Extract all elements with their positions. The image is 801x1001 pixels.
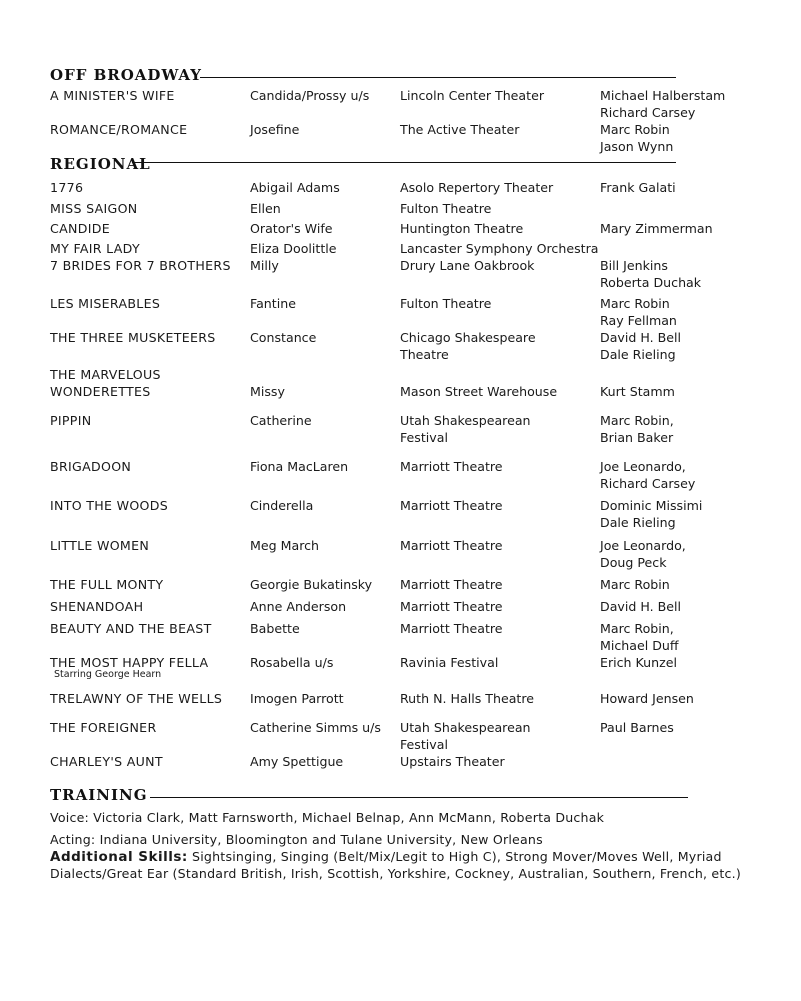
credit-show: LITTLE WOMEN (50, 538, 150, 553)
credit-director: Frank Galati (600, 180, 676, 195)
credit-show: MISS SAIGON (50, 201, 138, 216)
credit-theater: Asolo Repertory Theater (400, 180, 554, 195)
credit-theater: Lancaster Symphony Orchestra (400, 241, 599, 256)
credit-director: David H. Bell (600, 599, 682, 614)
credit-theater: Theatre (400, 347, 449, 362)
credit-theater: Marriott Theatre (400, 498, 503, 513)
credit-show: TRELAWNY OF THE WELLS (50, 691, 223, 706)
credit-role: Meg March (250, 538, 320, 553)
credit-show: A MINISTER'S WIFE (50, 88, 175, 103)
credit-director: Paul Barnes (600, 720, 674, 735)
training-skills-cont: Dialects/Great Ear (Standard British, Irish, Scottish, Yorkshire, Cockney, Australian, Southern, French, etc.) (50, 866, 741, 881)
credit-show: CANDIDE (50, 221, 110, 236)
credit-role: Abigail Adams (250, 180, 340, 195)
credit-director: Doug Peck (600, 555, 667, 570)
credit-director: Ray Fellman (600, 313, 677, 328)
credit-role: Eliza Doolittle (250, 241, 337, 256)
credit-role: Constance (250, 330, 317, 345)
credit-theater: Fulton Theatre (400, 201, 492, 216)
credit-director: Marc Robin (600, 577, 670, 592)
credit-role: Rosabella u/s (250, 655, 334, 670)
training-acting: Acting: Indiana University, Bloomington and Tulane University, New Orleans (50, 832, 543, 847)
credit-role: Imogen Parrott (250, 691, 344, 706)
training-skills (50, 849, 722, 865)
credit-show: THE MOST HAPPY FELLA (50, 655, 209, 670)
credit-show: 7 BRIDES FOR 7 BROTHERS (50, 258, 231, 273)
credit-theater: Chicago Shakespeare (400, 330, 536, 345)
credit-theater: Utah Shakespearean (400, 413, 531, 428)
credit-director: Marc Robin, (600, 413, 674, 428)
credit-theater: Drury Lane Oakbrook (400, 258, 535, 273)
section-rule (150, 797, 688, 798)
credit-theater: Marriott Theatre (400, 599, 503, 614)
credit-theater: Marriott Theatre (400, 577, 503, 592)
credit-role: Candida/Prossy u/s (250, 88, 370, 103)
credit-show: BEAUTY AND THE BEAST (50, 621, 212, 636)
section-rule (200, 77, 676, 78)
credit-role: Missy (250, 384, 285, 399)
credit-director: Jason Wynn (600, 139, 674, 154)
credit-show: CHARLEY'S AUNT (50, 754, 163, 769)
credit-role: Georgie Bukatinsky (250, 577, 373, 592)
credit-show: WONDERETTES (50, 384, 151, 399)
section-header-training: TRAINING (50, 786, 148, 804)
credit-show: ROMANCE/ROMANCE (50, 122, 188, 137)
credit-role: Catherine (250, 413, 312, 428)
credit-director: Marc Robin (600, 296, 670, 311)
credit-role: Catherine Simms u/s (250, 720, 381, 735)
training-voice: Voice: Victoria Clark, Matt Farnsworth, Michael Belnap, Ann McMann, Roberta Duchak (50, 810, 605, 825)
credit-theater: Ruth N. Halls Theatre (400, 691, 534, 706)
credit-director: Richard Carsey (600, 476, 696, 491)
credit-role: Fiona MacLaren (250, 459, 349, 474)
credit-director: Kurt Stamm (600, 384, 675, 399)
credit-show: THE FULL MONTY (50, 577, 164, 592)
credit-director: Marc Robin, (600, 621, 674, 636)
credit-director: Joe Leonardo, (600, 459, 686, 474)
section-header-regional: REGIONAL (50, 155, 151, 173)
credit-theater: Ravinia Festival (400, 655, 499, 670)
credit-role: Orator's Wife (250, 221, 333, 236)
credit-show: BRIGADOON (50, 459, 132, 474)
credit-director: Richard Carsey (600, 105, 696, 120)
credit-theater: Marriott Theatre (400, 538, 503, 553)
credit-show: THE MARVELOUS (50, 367, 161, 382)
credit-role: Josefine (250, 122, 300, 137)
credit-theater: Mason Street Warehouse (400, 384, 558, 399)
credit-theater: Festival (400, 737, 448, 752)
credit-theater: Fulton Theatre (400, 296, 492, 311)
credit-director: Brian Baker (600, 430, 674, 445)
credit-show: LES MISERABLES (50, 296, 161, 311)
credit-director: Mary Zimmerman (600, 221, 713, 236)
credit-theater: Upstairs Theater (400, 754, 505, 769)
credit-show: MY FAIR LADY (50, 241, 140, 256)
credit-theater: Festival (400, 430, 448, 445)
credit-director: Roberta Duchak (600, 275, 702, 290)
credit-role: Ellen (250, 201, 281, 216)
credit-director: Erich Kunzel (600, 655, 677, 670)
credit-director: Marc Robin (600, 122, 670, 137)
credit-role: Babette (250, 621, 300, 636)
credit-director: David H. Bell (600, 330, 682, 345)
credit-director: Joe Leonardo, (600, 538, 686, 553)
credit-note: Starring George Hearn (54, 669, 162, 680)
skills-label: Additional Skills: (50, 849, 188, 865)
credit-director: Bill Jenkins (600, 258, 668, 273)
credit-theater: The Active Theater (400, 122, 520, 137)
credit-director: Dale Rieling (600, 515, 676, 530)
credit-theater: Marriott Theatre (400, 459, 503, 474)
credit-show: 1776 (50, 180, 84, 195)
credit-theater: Marriott Theatre (400, 621, 503, 636)
credit-show: THE FOREIGNER (50, 720, 157, 735)
credit-theater: Huntington Theatre (400, 221, 524, 236)
credit-show: PIPPIN (50, 413, 92, 428)
credit-director: Dominic Missimi (600, 498, 703, 513)
credit-role: Cinderella (250, 498, 314, 513)
credit-director: Dale Rieling (600, 347, 676, 362)
credit-director: Michael Duff (600, 638, 679, 653)
credit-show: THE THREE MUSKETEERS (50, 330, 216, 345)
credit-director: Howard Jensen (600, 691, 694, 706)
credit-show: SHENANDOAH (50, 599, 144, 614)
credit-role: Anne Anderson (250, 599, 347, 614)
credit-director: Michael Halberstam (600, 88, 726, 103)
credit-theater: Utah Shakespearean (400, 720, 531, 735)
credit-show: INTO THE WOODS (50, 498, 169, 513)
skills-text: Sightsinging, Singing (Belt/Mix/Legit to High C), Strong Mover/Moves Well, Myriad (187, 849, 722, 864)
credit-role: Milly (250, 258, 279, 273)
credit-theater: Lincoln Center Theater (400, 88, 545, 103)
section-rule (132, 162, 676, 163)
credit-role: Fantine (250, 296, 296, 311)
section-header-off-broadway: OFF BROADWAY (50, 66, 202, 84)
credit-role: Amy Spettigue (250, 754, 344, 769)
